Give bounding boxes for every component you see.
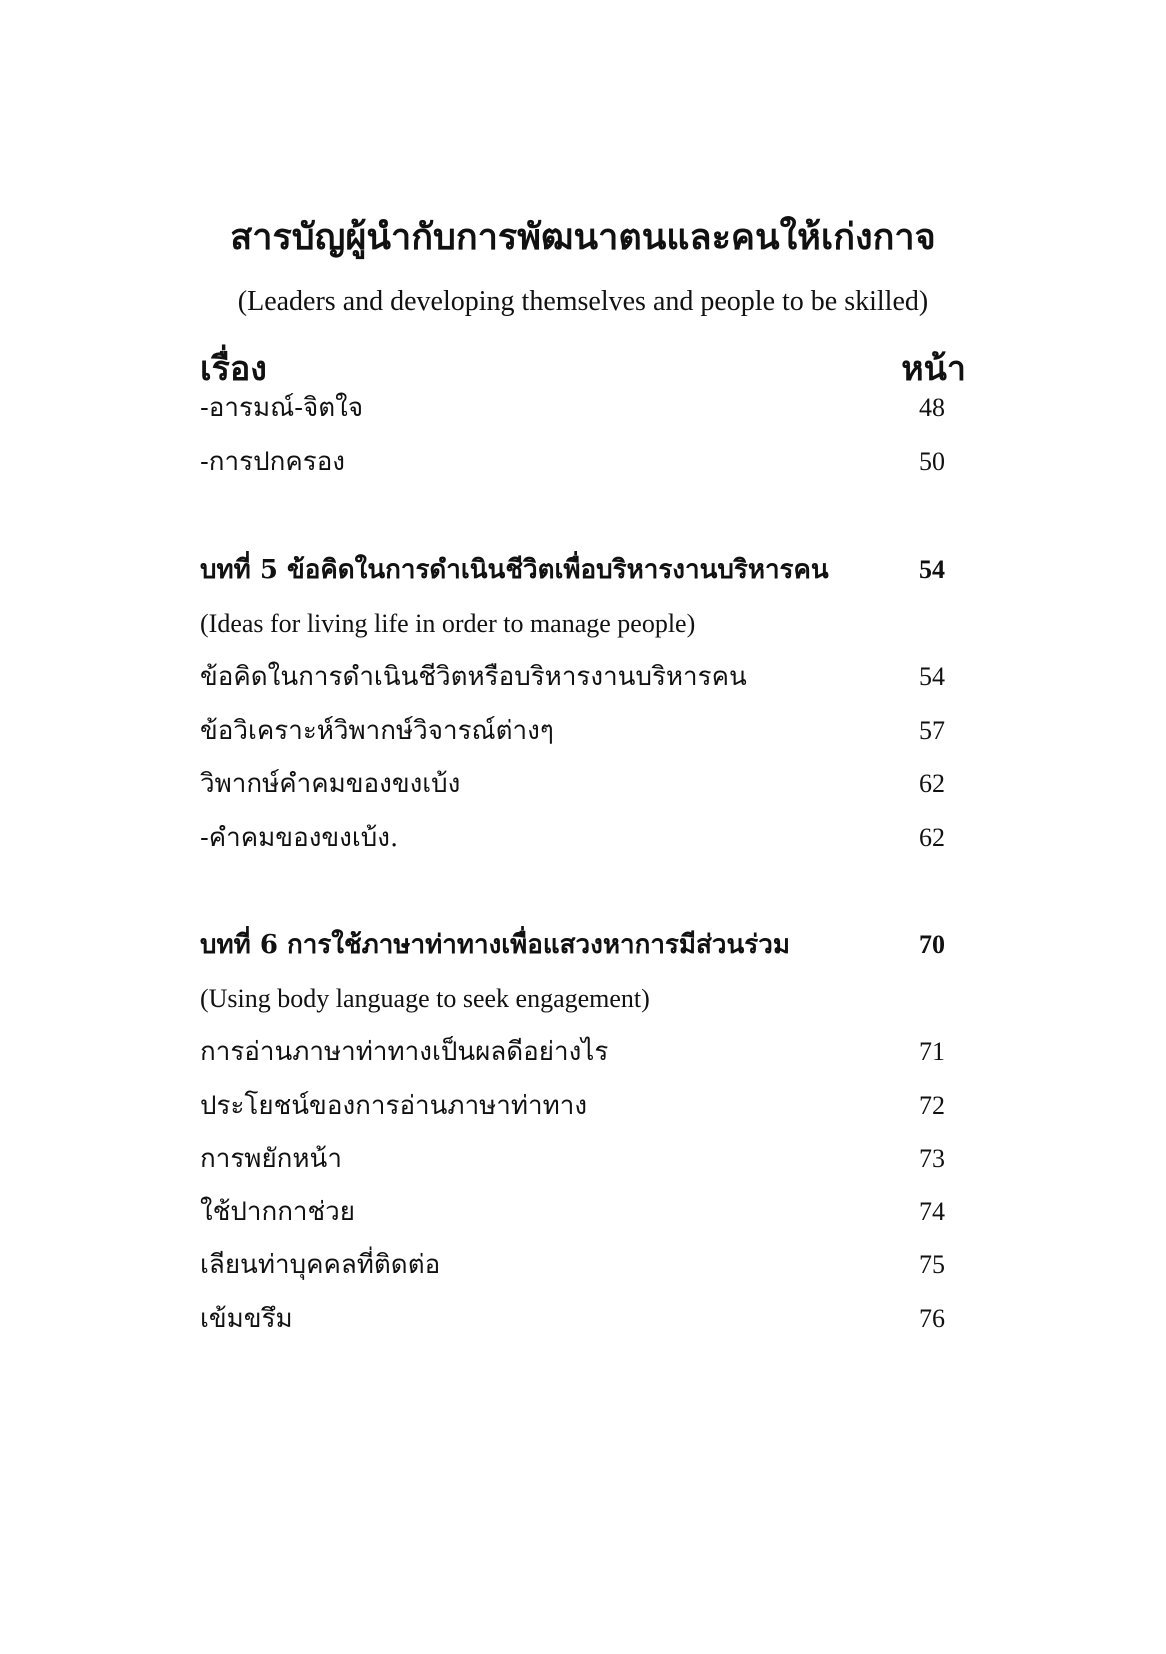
- chapter-6-english-title: [200, 979, 945, 1019]
- toc-entry: [200, 1299, 945, 1339]
- toc-entry: [200, 1192, 945, 1232]
- page-column-header: หน้า: [901, 349, 966, 389]
- toc-entry-page: 75: [919, 1250, 945, 1279]
- toc-entry: [200, 657, 945, 697]
- chapter-5-heading: [200, 550, 945, 590]
- toc-entry-text: บทที่ 6 การใช้ภาษาท่าทางเพื่อแสวงหาการมีส่วนร่วม: [200, 930, 790, 960]
- toc-entry-page: 72: [919, 1091, 945, 1120]
- toc-entry-page: 50: [919, 447, 945, 476]
- toc-entry-page: 57: [919, 716, 945, 745]
- toc-entry-page: 62: [919, 823, 945, 852]
- toc-entry: [200, 1086, 945, 1126]
- toc-title: สารบัญผู้นำกับการพัฒนาตนและคนให้เก่งกาจ: [230, 216, 936, 258]
- toc-entry-text: ใช้ปากกาช่วย: [200, 1197, 356, 1227]
- toc-entry-text: -อารมณ์-จิตใจ: [200, 393, 364, 423]
- toc-entry-text: (Using body language to seek engagement): [200, 984, 650, 1013]
- chapter-6-heading: [200, 925, 945, 965]
- toc-entry: [200, 1032, 945, 1072]
- toc-entry: [200, 442, 945, 482]
- toc-entry-text: -การปกครอง: [200, 447, 346, 477]
- topic-column-header: เรื่อง: [200, 349, 267, 389]
- toc-entry-text: การอ่านภาษาท่าทางเป็นผลดีอย่างไร: [200, 1037, 609, 1067]
- toc-entry-text: วิพากษ์คำคมของขงเบ้ง: [200, 769, 461, 799]
- toc-entry: [200, 711, 945, 751]
- toc-subtitle: (Leaders and developing themselves and people to be skilled): [237, 286, 929, 317]
- toc-entry: [200, 764, 945, 804]
- toc-entry: [200, 818, 945, 858]
- toc-entry: [200, 388, 945, 428]
- toc-entry-text: (Ideas for living life in order to manage people): [200, 609, 696, 638]
- toc-entry-page: 54: [919, 662, 945, 691]
- toc-entry-page: 62: [919, 769, 945, 798]
- toc-entry: [200, 1245, 945, 1285]
- toc-entry-page: 71: [919, 1037, 945, 1066]
- toc-entry-page: 74: [919, 1197, 945, 1226]
- toc-entry-text: ข้อคิดในการดำเนินชีวิตหรือบริหารงานบริหารคน: [200, 662, 747, 692]
- toc-entry-text: ประโยชน์ของการอ่านภาษาท่าทาง: [200, 1091, 588, 1121]
- toc-header-row: [200, 344, 966, 394]
- toc-entry-text: ข้อวิเคราะห์วิพากษ์วิจารณ์ต่างๆ: [200, 716, 554, 746]
- toc-entry-text: เข้มขรึม: [200, 1304, 293, 1334]
- chapter-5-english-title: [200, 604, 945, 644]
- toc-entry-text: -คำคมของขงเบ้ง.: [200, 823, 399, 853]
- toc-entry-text: บทที่ 5 ข้อคิดในการดำเนินชีวิตเพื่อบริหารงานบริหารคน: [200, 555, 829, 585]
- toc-entry-text: เลียนท่าบุคคลที่ติดต่อ: [200, 1250, 441, 1280]
- toc-entry-page: 76: [919, 1304, 945, 1333]
- toc-entry-text: การพยักหน้า: [200, 1144, 342, 1174]
- toc-entry-page: 48: [919, 393, 945, 422]
- toc-entry-page: 73: [919, 1144, 945, 1173]
- toc-entry-page: 70: [919, 930, 945, 959]
- toc-entry-page: 54: [919, 555, 945, 584]
- toc-entry: [200, 1139, 945, 1179]
